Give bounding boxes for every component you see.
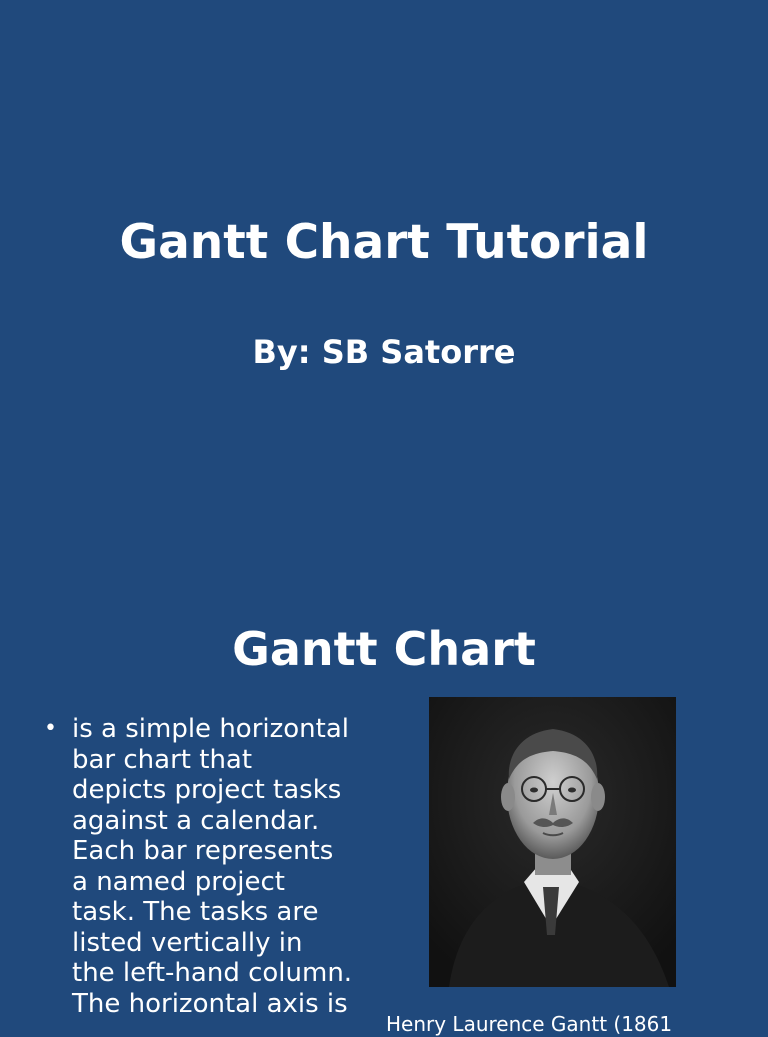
slide-title: Gantt Chart Tutorial bbox=[119, 215, 649, 270]
portrait-illustration bbox=[429, 697, 676, 987]
bullet-line: is a simple horizontal bbox=[72, 714, 349, 744]
bullet-line: task. The tasks are bbox=[72, 897, 319, 927]
bullet-line: depicts project tasks bbox=[72, 775, 342, 805]
bullet-line: The horizontal axis is bbox=[72, 988, 348, 1019]
bullet-list bbox=[40, 714, 385, 1019]
bullet-line: a named project bbox=[72, 866, 285, 897]
slide-title: Gantt Chart bbox=[232, 622, 536, 676]
bullet-line: Each bar represents bbox=[72, 836, 334, 866]
bullet-item bbox=[40, 714, 385, 1019]
bullet-icon: • bbox=[44, 716, 57, 741]
bullet-line: listed vertically in bbox=[72, 927, 303, 958]
portrait-photo bbox=[429, 697, 676, 987]
portrait-caption: Henry Laurence Gantt (1861 bbox=[386, 1012, 673, 1036]
slide-subtitle: By: SB Satorre bbox=[252, 333, 516, 371]
bullet-line: bar chart that bbox=[72, 744, 253, 775]
content-slide bbox=[0, 576, 768, 1036]
bullet-line: the left-hand column. bbox=[72, 958, 353, 988]
bullet-line: against a calendar. bbox=[72, 805, 320, 836]
